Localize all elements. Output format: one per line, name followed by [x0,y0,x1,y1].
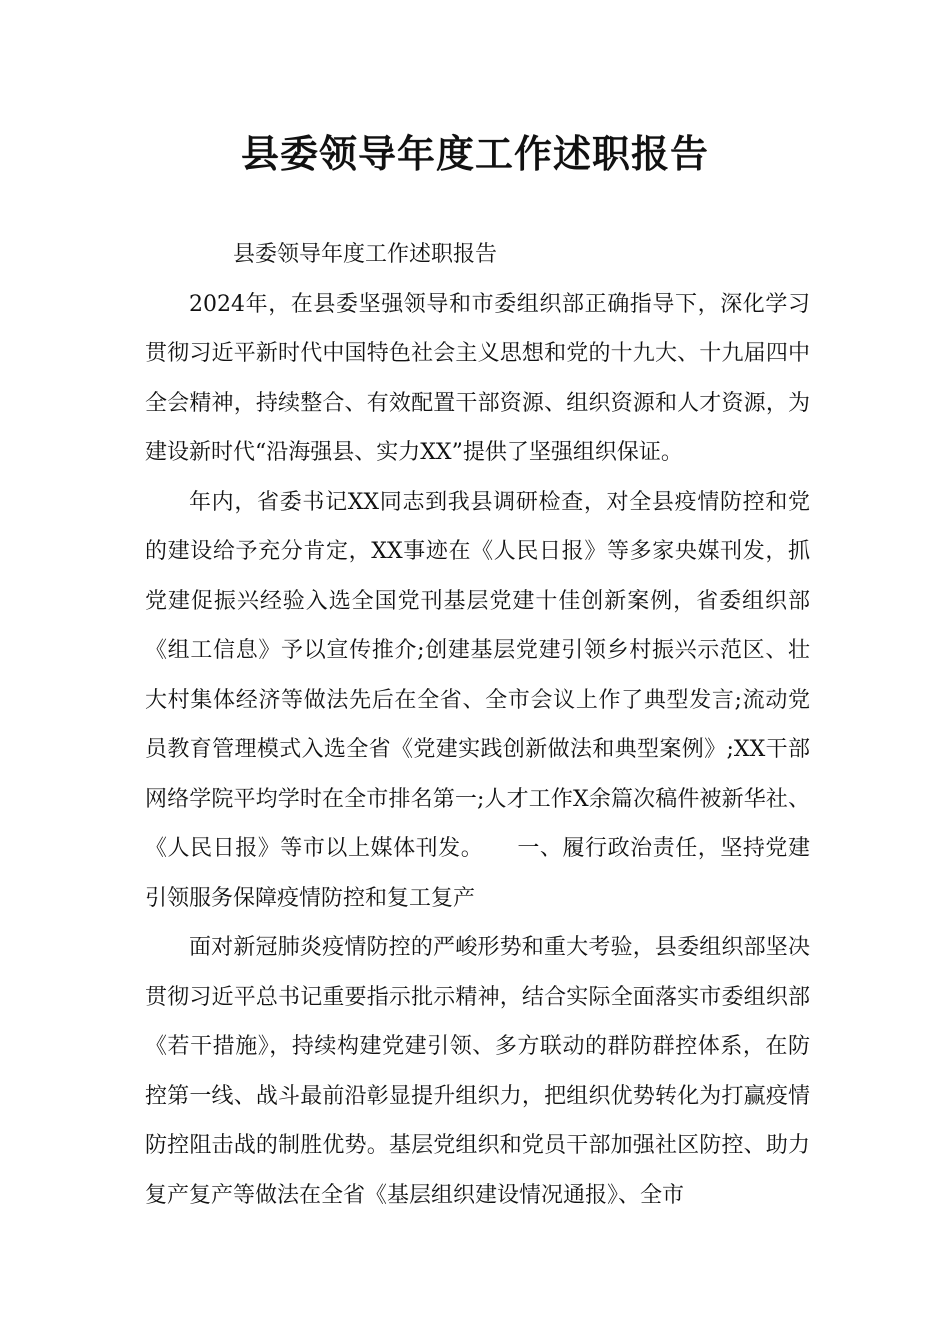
document-title: 县委领导年度工作述职报告 [240,132,709,176]
paragraph-1: 2024年，在县委坚强领导和市委组织部正确指导下，深化学习贯彻习近平新时代中国特色社会主义思想和党的十九大、十九届四中全会精神，持续整合、有效配置干部资源、组织资源和人才资源，为建设新时代“沿海强县、实力XX”提供了坚强组织保证。 [145,291,810,465]
document-body [145,230,810,1220]
paragraph-3: 面对新冠肺炎疫情防控的严峻形势和重大考验，县委组织部坚决贯彻习近平总书记重要指示批示精神，结合实际全面落实市委组织部《若干措施》，持续构建党建引领、多方联动的群防群控体系，在防控第一线、战斗最前沿彰显提升组织力，把组织优势转化为打赢疫情防控阻击战的制胜优势。基层党组织和党员干部加强社区防控、助力复产复产等做法在全省《基层组织建设情况通报》、全市 [145,935,810,1208]
document-subtitle: 县委领导年度工作述职报告 [233,242,498,267]
paragraph-2: 年内，省委书记XX同志到我县调研检查，对全县疫情防控和党的建设给予充分肯定，XX事迹在《人民日报》等多家央媒刊发，抓党建促振兴经验入选全国党刊基层党建十佳创新案例，省委组织部《组工信息》予以宣传推介;创建基层党建引领乡村振兴示范区、壮大村集体经济等做法先后在全省、全市会议上作了典型发言;流动党员教育管理模式入选全省《党建实践创新做法和典型案例》;XX干部网络学院平均学时在全市排名第一;人才工作X余篇次稿件被新华社、《人民日报》等市以上媒体刊发。 一、履行政治责任，坚持党建引领服务保障疫情防控和复工复产 [145,489,810,911]
